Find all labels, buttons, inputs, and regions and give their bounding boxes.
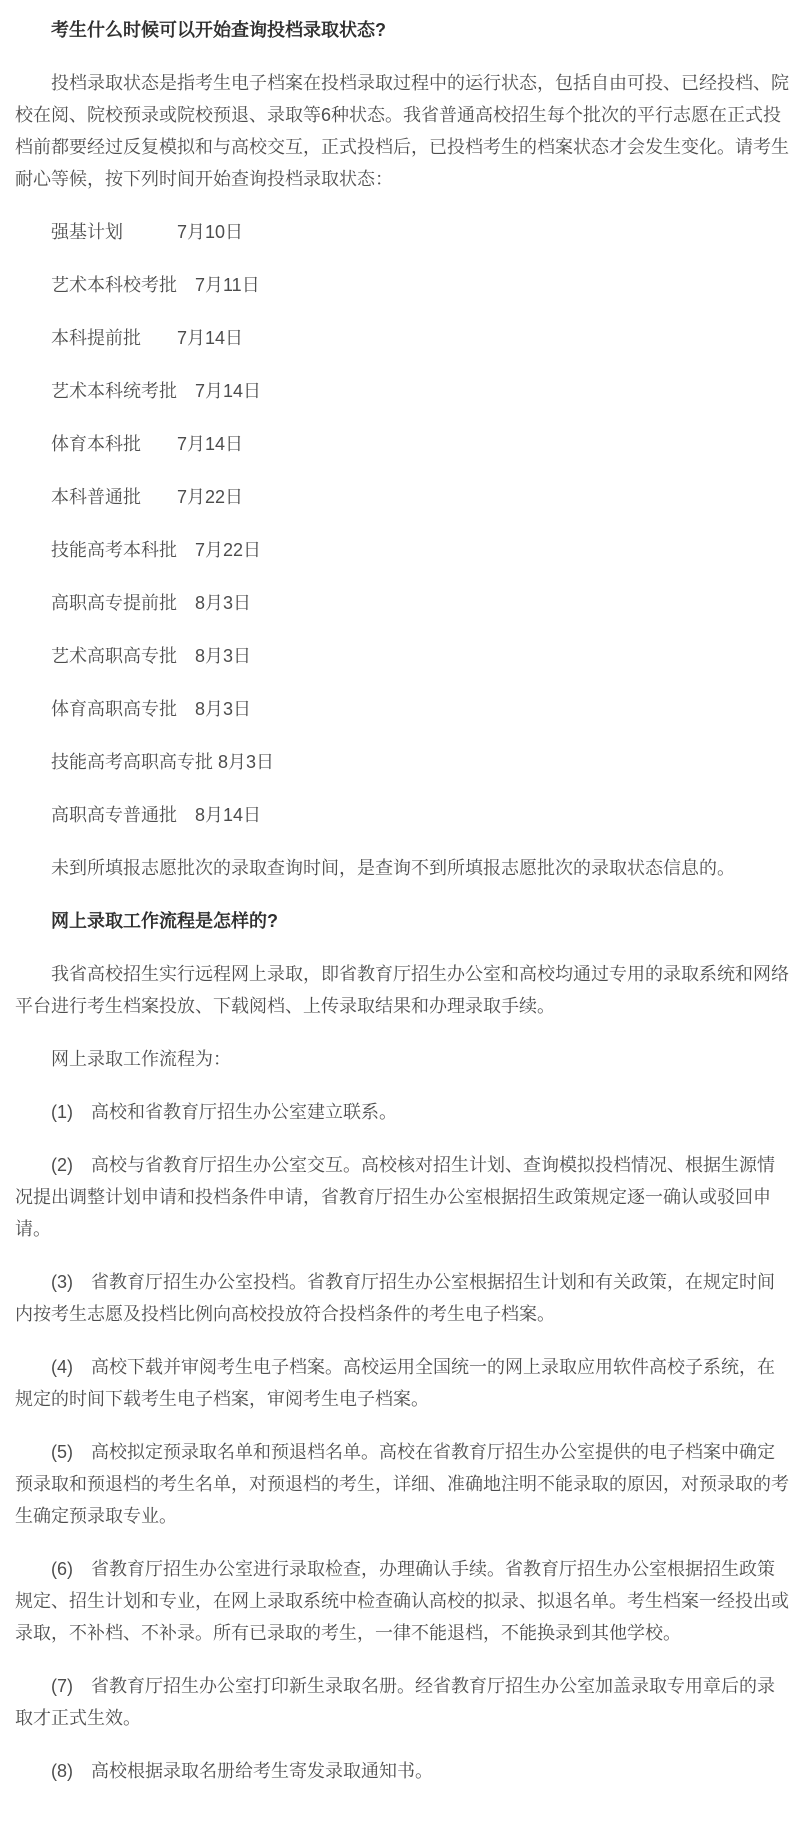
section1-intro-paragraph: 投档录取状态是指考生电子档案在投档录取过程中的运行状态，包括自由可投、已经投档、院校在阅、院校预录或院校预退、录取等6种状态。我省普通高校招生每个批次的平行志愿在正式投档前都要经过反复模拟和与高校交互，正式投档后，已投档考生的档案状态才会发生变化。请考生耐心等候，按下列时间开始查询投档录取状态： [15,73,789,189]
batch-name: 技能高考本科批 [51,540,195,560]
schedule-row [15,746,791,778]
schedule-row [15,216,791,248]
schedule-row [15,534,791,566]
schedule-row [15,799,791,831]
process-step: (3) 省教育厅招生办公室投档。省教育厅招生办公室根据招生计划和有关政策，在规定时间内按考生志愿及投档比例向高校投放符合投档条件的考生电子档案。 [15,1272,775,1324]
schedule-row [15,481,791,513]
process-step: (6) 省教育厅招生办公室进行录取检查，办理确认手续。省教育厅招生办公室根据招生政策规定、招生计划和专业，在网上录取系统中检查确认高校的拟录、拟退名单。考生档案一经投出或录取，不补档、不补录。所有已录取的考生，一律不能退档，不能换录到其他学校。 [15,1559,789,1643]
schedule-row [15,375,791,407]
schedule-row [15,269,791,301]
batch-name: 强基计划 [51,222,177,242]
section1-note-paragraph: 未到所填报志愿批次的录取查询时间，是查询不到所填报志愿批次的录取状态信息的。 [51,858,735,878]
section2-heading: 网上录取工作流程是怎样的? [51,911,278,931]
query-start-date: 7月14日 [177,434,244,454]
schedule-row [15,693,791,725]
query-start-date: 7月14日 [195,381,262,401]
query-start-date: 7月22日 [195,540,262,560]
query-start-date: 7月10日 [177,222,244,242]
section1-heading: 考生什么时候可以开始查询投档录取状态? [51,20,386,40]
query-start-date: 7月11日 [195,275,260,295]
batch-name: 高职高专提前批 [51,593,195,613]
batch-name: 艺术本科校考批 [51,275,195,295]
batch-name: 艺术本科统考批 [51,381,195,401]
query-start-date: 8月3日 [195,699,252,719]
schedule-row [15,322,791,354]
batch-name: 本科普通批 [51,487,177,507]
schedule-list [15,216,791,831]
query-start-date: 7月22日 [177,487,244,507]
batch-name: 艺术高职高专批 [51,646,195,666]
process-step: (2) 高校与省教育厅招生办公室交互。高校核对招生计划、查询模拟投档情况、根据生源情况提出调整计划申请和投档条件申请，省教育厅招生办公室根据招生政策规定逐一确认或驳回申请。 [15,1155,775,1239]
section2-intro-paragraph: 我省高校招生实行远程网上录取，即省教育厅招生办公室和高校均通过专用的录取系统和网络平台进行考生档案投放、下载阅档、上传录取结果和办理录取手续。 [15,964,789,1016]
batch-name: 体育高职高专批 [51,699,195,719]
process-step: (5) 高校拟定预录取名单和预退档名单。高校在省教育厅招生办公室提供的电子档案中确定预录取和预退档的考生名单，对预退档的考生，详细、准确地注明不能录取的原因，对预录取的考生确定预录取专业。 [15,1442,789,1526]
process-step: (8) 高校根据录取名册给考生寄发录取通知书。 [51,1761,433,1781]
batch-name: 本科提前批 [51,328,177,348]
process-steps-list [15,1096,791,1787]
process-step: (7) 省教育厅招生办公室打印新生录取名册。经省教育厅招生办公室加盖录取专用章后的录取才正式生效。 [15,1676,775,1728]
schedule-row [15,428,791,460]
process-step: (1) 高校和省教育厅招生办公室建立联系。 [51,1102,397,1122]
batch-name: 体育本科批 [51,434,177,454]
process-step: (4) 高校下载并审阅考生电子档案。高校运用全国统一的网上录取应用软件高校子系统，在规定的时间下载考生电子档案，审阅考生电子档案。 [15,1357,775,1409]
batch-name: 高职高专普通批 [51,805,195,825]
schedule-row [15,587,791,619]
schedule-row [15,640,791,672]
query-start-date: 8月3日 [195,646,252,666]
process-label-paragraph: 网上录取工作流程为： [51,1049,231,1069]
query-start-date: 8月3日 [195,593,252,613]
batch-name: 技能高考高职高专批 [51,752,219,772]
query-start-date: 8月3日 [218,752,275,772]
query-start-date: 8月14日 [195,805,262,825]
query-start-date: 7月14日 [177,328,244,348]
